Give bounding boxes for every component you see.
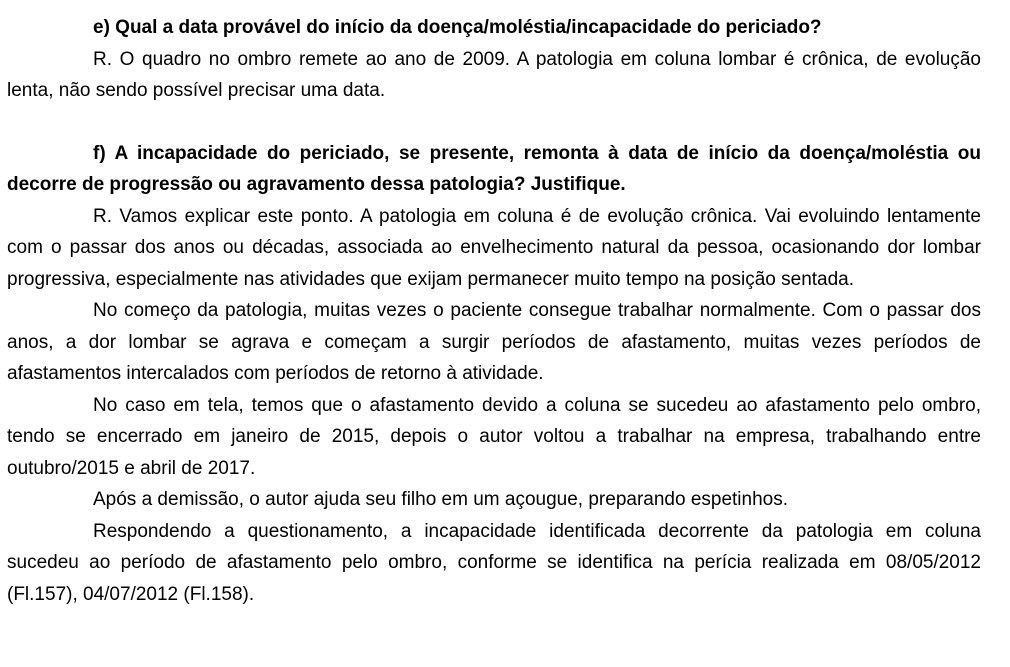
answer-f-paragraph-3: No caso em tela, temos que o afastamento devido a coluna se sucedeu ao afastamento pelo ombro, tendo se encerrado em janeiro de 2015, depois o autor voltou a trabalhar na empresa, trabalhando entre outubro/2015 e abril de 2017. bbox=[7, 394, 981, 479]
answer-f-paragraph-2: No começo da patologia, muitas vezes o paciente consegue trabalhar normalmente. Com o passar dos anos, a dor lombar se agrava e começam a surgir períodos de afastamento, muitas vezes períodos de afastamentos intercalados com períodos de retorno à atividade. bbox=[7, 300, 981, 384]
answer-e: R. O quadro no ombro remete ao ano de 2009. A patologia em coluna lombar é crônica, de evolução lenta, não sendo possível precisar uma data. bbox=[7, 48, 981, 101]
answer-f-paragraph-4: Após a demissão, o autor ajuda seu filho em um açougue, preparando espetinhos. bbox=[93, 489, 789, 510]
answer-f-paragraph-5: Respondendo a questionamento, a incapacidade identificada decorrente da patologia em coluna sucedeu ao período de afastamento pelo ombro, conforme se identifica na perícia realizada em 08/05/2012 (Fl.157), 04/07/2012 (Fl.158). bbox=[7, 520, 981, 605]
question-e: e) Qual a data provável do início da doença/moléstia/incapacidade do periciado? bbox=[93, 17, 822, 38]
question-f: f) A incapacidade do periciado, se presente, remonta à data de início da doença/moléstia ou decorre de progressão ou agravamento dessa patologia? Justifique. bbox=[7, 142, 981, 195]
section-spacer bbox=[7, 107, 981, 138]
answer-f-paragraph-1: R. Vamos explicar este ponto. A patologia em coluna é de evolução crônica. Vai evoluindo lentamente com o passar dos anos ou décadas, associada ao envelhecimento natural da pessoa, ocasionando dor lombar progressiva, especialmente nas atividades que exijam permanecer muito tempo na posição sentada. bbox=[7, 205, 981, 290]
